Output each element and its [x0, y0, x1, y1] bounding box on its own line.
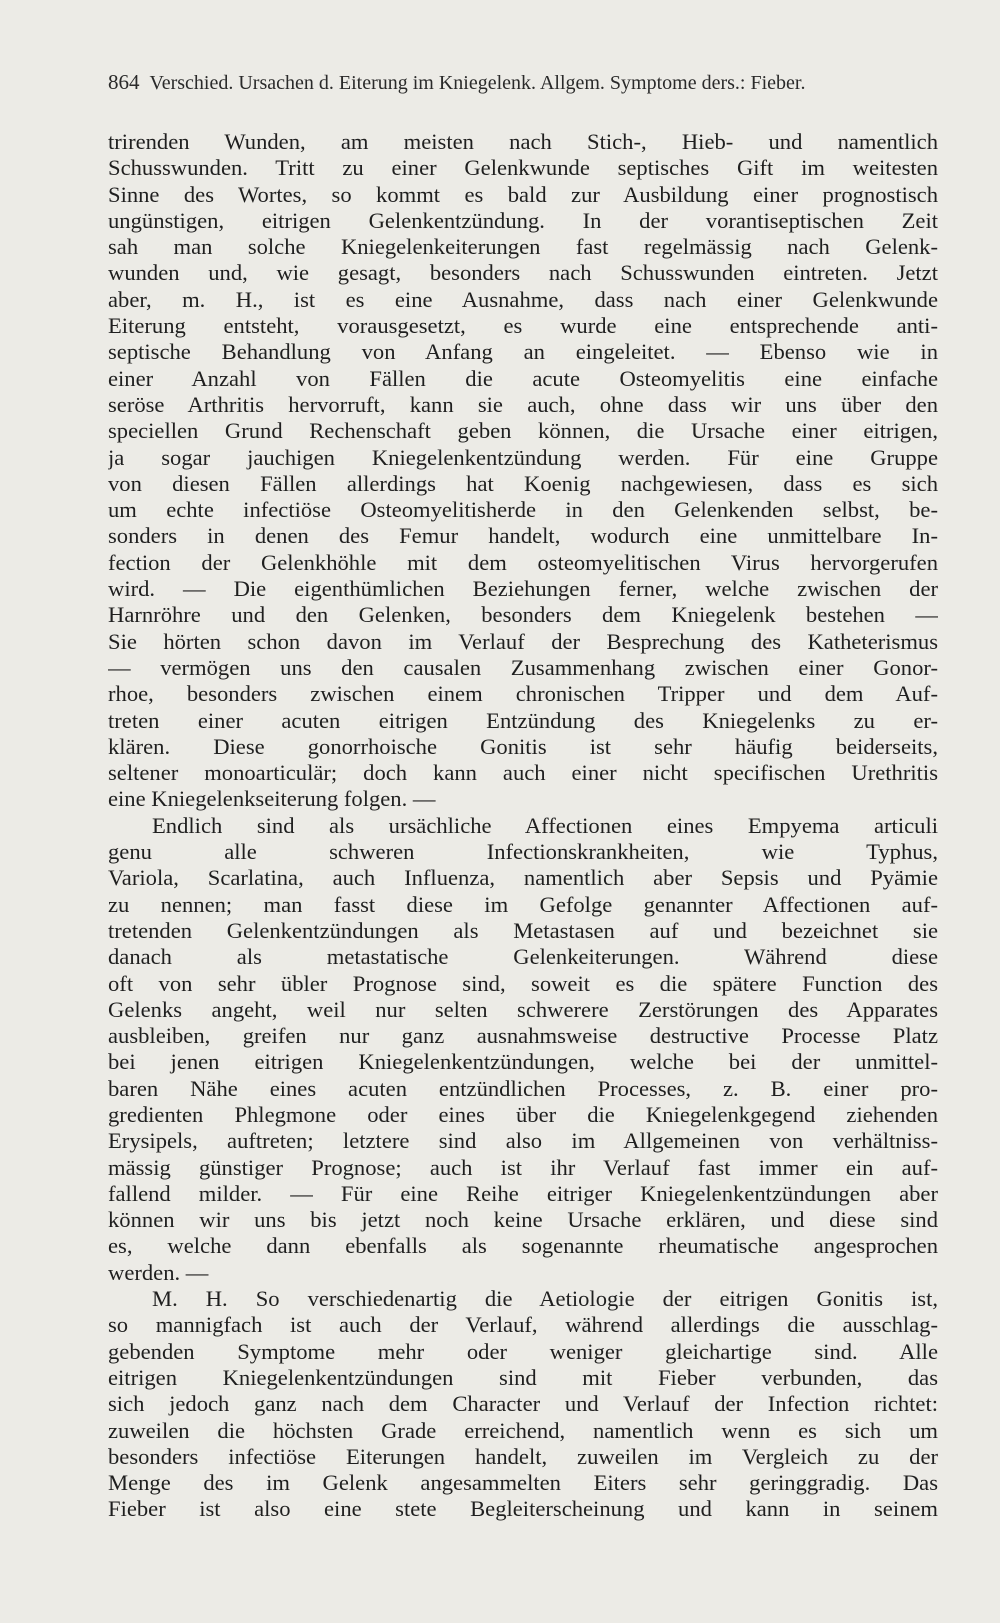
text-line: fection der Gelenkhöhle mit dem osteomyelitischen Virus hervorgerufen [108, 549, 938, 575]
text-line: Endlich sind als ursächliche Affectionen eines Empyema articuli [152, 812, 938, 838]
text-line: zu nennen; man fasst diese im Gefolge genannter Affectionen auf- [108, 891, 938, 917]
text-line: bei jenen eitrigen Kniegelenkentzündungen, welche bei der unmittel- [108, 1049, 938, 1075]
text-line: baren Nähe eines acuten entzündlichen Processes, z. B. einer pro- [108, 1075, 938, 1101]
text-line: sich jedoch ganz nach dem Character und Verlauf der Infection richtet: [108, 1391, 938, 1417]
text-line: besonders infectiöse Eiterungen handelt, zuweilen im Vergleich zu der [108, 1443, 938, 1469]
text-line: Erysipels, auftreten; letztere sind also im Allgemeinen von verhältniss- [108, 1128, 938, 1154]
text-line: septische Behandlung von Anfang an eingeleitet. — Ebenso wie in [108, 339, 938, 365]
text-line: ausbleiben, greifen nur ganz ausnahmsweise destructive Processe Platz [108, 1023, 938, 1049]
text-line: tretenden Gelenkentzündungen als Metastasen auf und bezeichnet sie [108, 917, 938, 943]
text-line: sah man solche Kniegelenkeiterungen fast regelmässig nach Gelenk- [108, 234, 938, 260]
text-line: treten einer acuten eitrigen Entzündung des Kniegelenks zu er- [108, 707, 938, 733]
text-line: von diesen Fällen allerdings hat Koenig nachgewiesen, dass es sich [108, 470, 938, 496]
page-number: 864 [108, 70, 140, 94]
text-line: seltener monoarticulär; doch kann auch einer nicht specifischen Urethritis [108, 760, 938, 786]
text-line: trirenden Wunden, am meisten nach Stich-, Hieb- und namentlich [108, 129, 938, 154]
text-line: Variola, Scarlatina, auch Influenza, namentlich aber Sepsis und Pyämie [108, 865, 938, 891]
text-line: Sie hörten schon davon im Verlauf der Besprechung des Katheterismus [108, 628, 938, 654]
text-line: wunden und, wie gesagt, besonders nach Schusswunden eintreten. Jetzt [108, 260, 938, 286]
text-line: rhoe, besonders zwischen einem chronischen Tripper und dem Auf- [108, 681, 938, 707]
running-title: Verschied. Ursachen d. Eiterung im Kniegelenk. Allgem. Symptome ders.: Fieber. [149, 72, 806, 94]
text-line: um echte infectiöse Osteomyelitisherde in den Gelenkenden selbst, be- [108, 497, 938, 523]
text-line: Schusswunden. Tritt zu einer Gelenkwunde septisches Gift im weitesten [108, 155, 938, 181]
text-line: es, welche dann ebenfalls als sogenannte rheumatische angesprochen [108, 1233, 938, 1259]
text-line: einer Anzahl von Fällen die acute Osteomyelitis eine einfache [108, 365, 938, 391]
text-line: aber, m. H., ist es eine Ausnahme, dass nach einer Gelenkwunde [108, 286, 938, 312]
text-line: Menge des im Gelenk angesammelten Eiters sehr geringgradig. Das [108, 1470, 938, 1496]
text-line: M. H. So verschiedenartig die Aetiologie der eitrigen Gonitis ist, [152, 1286, 938, 1312]
text-line: seröse Arthritis hervorruft, kann sie auch, ohne dass wir uns über den [108, 391, 938, 417]
text-line: klären. Diese gonorrhoische Gonitis ist sehr häufig beiderseits, [108, 733, 938, 759]
text-line: mässig günstiger Prognose; auch ist ihr Verlauf fast immer ein auf- [108, 1154, 938, 1180]
text-line: oft von sehr übler Prognose sind, soweit es die spätere Function des [108, 970, 938, 996]
text-line: ja sogar jauchigen Kniegelenkentzündung werden. Für eine Gruppe [108, 444, 938, 470]
text-line: danach als metastatische Gelenkeiterungen. Während diese [108, 944, 938, 970]
text-line: sonders in denen des Femur handelt, wodurch eine unmittelbare In- [108, 523, 938, 549]
text-line: eine Kniegelenkseiterung folgen. — [108, 786, 436, 812]
text-line: eitrigen Kniegelenkentzündungen sind mit Fieber verbunden, das [108, 1364, 938, 1390]
text-line: Eiterung entsteht, vorausgesetzt, es wurde eine entsprechende anti- [108, 313, 938, 339]
body-text [108, 129, 938, 1523]
text-line: genu alle schweren Infectionskrankheiten, wie Typhus, [108, 839, 938, 865]
text-line: gredienten Phlegmone oder eines über die Kniegelenkgegend ziehenden [108, 1101, 938, 1127]
text-line: ungünstigen, eitrigen Gelenkentzündung. In der vorantiseptischen Zeit [108, 207, 938, 233]
text-line: Fieber ist also eine stete Begleiterscheinung und kann in seinem [108, 1496, 938, 1522]
text-line: Gelenks angeht, weil nur selten schwerere Zerstörungen des Apparates [108, 996, 938, 1022]
text-line: so mannigfach ist auch der Verlauf, während allerdings die ausschlag- [108, 1312, 938, 1338]
text-line: gebenden Symptome mehr oder weniger gleichartige sind. Alle [108, 1338, 938, 1364]
text-line: Harnröhre und den Gelenken, besonders dem Kniegelenk bestehen — [108, 602, 938, 628]
running-header [108, 70, 938, 95]
text-line: — vermögen uns den causalen Zusammenhang zwischen einer Gonor- [108, 654, 938, 680]
text-line: können wir uns bis jetzt noch keine Ursache erklären, und diese sind [108, 1207, 938, 1233]
text-line: fallend milder. — Für eine Reihe eitriger Kniegelenkentzündungen aber [108, 1180, 938, 1206]
text-line: werden. — [108, 1259, 209, 1285]
text-line: speciellen Grund Rechenschaft geben können, die Ursache einer eitrigen, [108, 418, 938, 444]
text-line: zuweilen die höchsten Grade erreichend, namentlich wenn es sich um [108, 1417, 938, 1443]
text-line: Sinne des Wortes, so kommt es bald zur Ausbildung einer prognostisch [108, 181, 938, 207]
text-line: wird. — Die eigenthümlichen Beziehungen ferner, welche zwischen der [108, 576, 938, 602]
